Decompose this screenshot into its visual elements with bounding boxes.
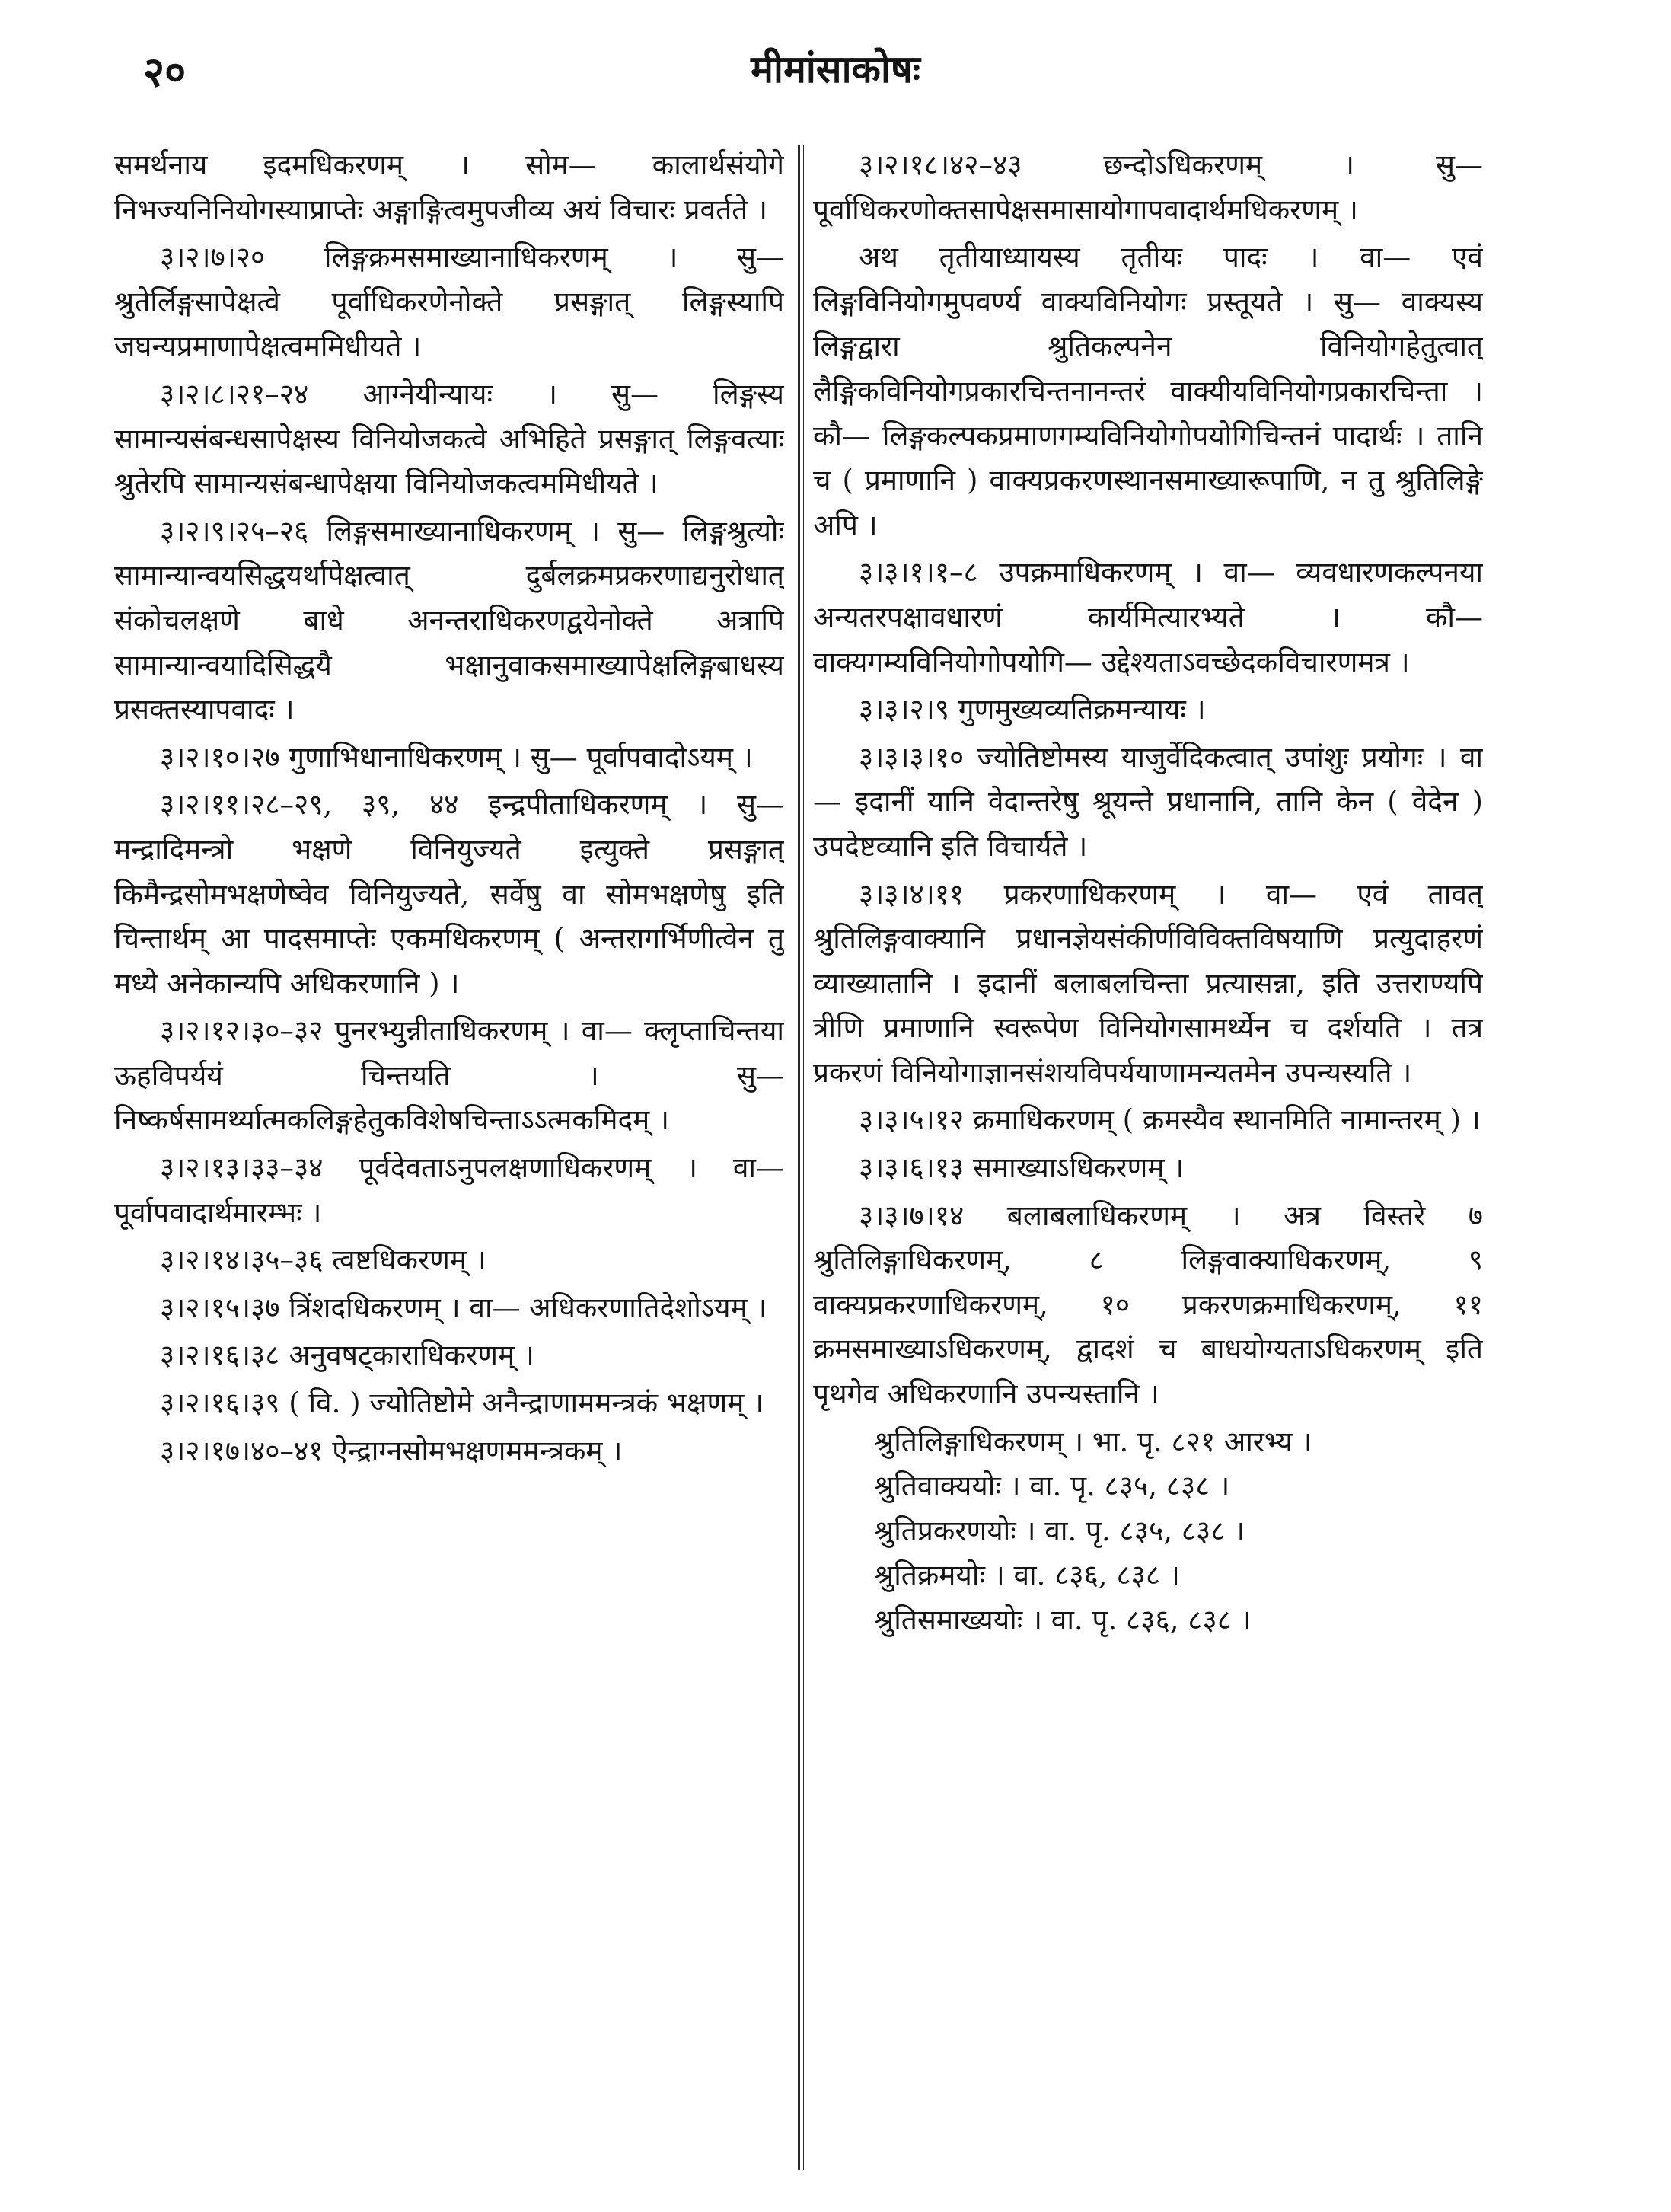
entry: ३।३।७।१४ बलाबलाधिकरणम् । अत्र विस्तरे ७ श्रुतिलिङ्गाधिकरणम्, ८ लिङ्गवाक्याधिकरणम्, ९ वाक्यप्रकरणाधिकरणम्, १० प्रकरणक्रमाधिकरणम्, ११ क्रमसमाख्याऽधिकरणम्, द्वादशं च बाधयोग्यताऽधिकरणम् इति पृथगेव अधिकरणानि उपन्यस्तानि । xyxy=(813,1199,1483,1411)
entry: ३।२।१५।३७ त्रिंशदधिकरणम् । वा— अधिकरणातिदेशोऽयम् । xyxy=(160,1291,767,1324)
entry: ३।३।५।१२ क्रमाधिकरणम् ( क्रमस्यैव स्थानमिति नामान्तरम् ) । xyxy=(859,1103,1481,1137)
page-header xyxy=(0,42,1671,103)
entry: ३।३।२।९ गुणमुख्यव्यतिक्रमन्यायः । xyxy=(859,693,1206,726)
entry: ३।३।४।११ प्रकरणाधिकरणम् । वा— एवं तावत् श्रुतिलिङ्गवाक्यानि प्रधानज्ञेयसंकीर्णविविक्तविषयाणि प्रत्युदाहरणं व्याख्यातानि । इदानीं बलाबलचिन्ता प्रत्यासन्ना, इति उत्तराण्यपि त्रीणि प्रमाणानि स्वरूपेण विनियोगसामर्थ्येन च दर्शयति । तत्र प्रकरणं विनियोगाज्ञानसंशयविपर्ययाणामन्यतमेन उपन्यस्यति । xyxy=(813,877,1483,1089)
entry: ३।२।७।२० लिङ्गक्रमसमाख्यानाधिकरणम् । सु— श्रुतेर्लिङ्गसापेक्षत्वे पूर्वाधिकरणेनोक्ते प्रसङ्गात् लिङ्गस्यापि जघन्यप्रमाणापेक्षत्वममिधीयते । xyxy=(114,241,784,363)
reference-line: श्रुतिप्रकरणयोः । वा. पृ. ८३५, ८३८ । xyxy=(874,1514,1245,1547)
page-title: मीमांसाकोषः xyxy=(751,46,920,91)
entry: ३।२।८।२१–२४ आग्नेयीन्यायः । सु— लिङ्गस्य सामान्यसंबन्धसापेक्षस्य विनियोजकत्वे अभिहिते प्रसङ्गात् लिङ्गवत्याः श्रुतेरपि सामान्यसंबन्धापेक्षया विनियोजकत्वममिधीयते । xyxy=(114,377,784,500)
page-number: २० xyxy=(143,47,187,96)
section-heading-paragraph: अथ तृतीयाध्यायस्य तृतीयः पादः । वा— एवं लिङ्गविनियोगमुपवर्ण्य वाक्यविनियोगः प्रस्तूयते । सु— वाक्यस्य लिङ्गद्वारा श्रुतिकल्पनेन विनियोगहेतुत्वात् लैङ्गिकविनियोगप्रकारचिन्तनानन्तरं वाक्यीयविनियोगप्रकारचिन्ता । कौ— लिङ्गकल्पकप्रमाणगम्यविनियोगोपयोगिचिन्तनं पादार्थः । तानि च ( प्रमाणानि ) वाक्यप्रकरणस्थानसमाख्यारूपाणि, न तु श्रुतिलिङ्गे अपि । xyxy=(813,241,1483,541)
entry: ३।२।१६।३८ अनुवषट्काराधिकरणम् । xyxy=(160,1339,534,1372)
entry: ३।२।१२।३०–३२ पुनरभ्युन्नीताधिकरणम् । वा— क्लृप्ताचिन्तया ऊहविपर्ययं चिन्तयति । सु— निष्कर्षसामर्थ्यात्मकलिङ्गहेतुकविशेषचिन्ताऽऽत्मकमिदम् । xyxy=(114,1014,784,1137)
entry: ३।२।१७।४०–४१ ऐन्द्राग्नसोमभक्षणममन्त्रकम् । xyxy=(160,1434,623,1467)
reference-line: श्रुतिक्रमयोः । वा. ८३६, ८३८ । xyxy=(874,1559,1180,1592)
entry: ३।२।१८।४२–४३ छन्दोऽधिकरणम् । सु— पूर्वाधिकरणोक्तसापेक्षसमासायोगापवादार्थमधिकरणम् । xyxy=(813,148,1483,226)
entry: ३।२।९।२५–२६ लिङ्गसमाख्यानाधिकरणम् । सु— लिङ्गश्रुत्योः सामान्यान्वयसिद्धयर्थापेक्षत्वात् दुर्बलक्रमप्रकरणाद्यनुरोधात् संकोचलक्षणे बाधे अनन्तराधिकरणद्वयेनोक्ते अत्रापि सामान्यान्वयादिसिद्धयै भक्षानुवाकसमाख्यापेक्षलिङ्गबाधस्य प्रसक्तस्यापवादः । xyxy=(114,514,784,726)
paragraph: समर्थनाय इदमधिकरणम् । सोम— कालार्थसंयोगे निभज्यनिनियोगस्याप्राप्तेः अङ्गाङ्गित्वमुपजीव्य अयं विचारः प्रवर्तते । xyxy=(114,148,784,226)
entry: ३।३।६।१३ समाख्याऽधिकरणम् । xyxy=(859,1151,1185,1185)
column-divider-thin xyxy=(803,145,804,2170)
entry: ३।२।११।२८–२९, ३९, ४४ इन्द्रपीताधिकरणम् । सु— मन्द्रादिमन्त्रो भक्षणे विनियुज्यते इत्युक्ते प्रसङ्गात् किमैन्द्रसोमभक्षणेष्वेव विनियुज्यते, सर्वेषु वा सोमभक्षणेषु इति चिन्तार्थम् आ पादसमाप्तेः एकमधिकरणम् ( अन्तरागर्भिणीत्वेन तु मध्ये अनेकान्यपि अधिकरणानि ) । xyxy=(114,788,784,1000)
reference-line: श्रुतिलिङ्गाधिकरणम् । भा. पृ. ८२१ आरभ्य । xyxy=(874,1425,1312,1458)
left-column xyxy=(114,143,784,2191)
entry: ३।२।१६।३९ ( वि. ) ज्योतिष्टोमे अनैन्द्राणाममन्त्रकं भक्षणम् । xyxy=(160,1387,764,1420)
entry: ३।२।१४।३५–३६ त्वष्टधिकरणम् । xyxy=(160,1243,486,1277)
right-column xyxy=(813,143,1483,2191)
entry: ३।२।१३।३३–३४ पूर्वदेवताऽनुपलक्षणाधिकरणम् । वा— पूर्वापवादार्थमारम्भः । xyxy=(114,1151,784,1229)
entry: ३।३।३।१० ज्योतिष्टोमस्य याजुर्वेदिकत्वात् उपांशुः प्रयोगः । वा— इदानीं यानि वेदान्तरेषु श्रूयन्ते प्रधानानि, तानि केन ( वेदेन ) उपदेष्टव्यानि इति विचार्यते । xyxy=(813,740,1483,863)
entry: ३।२।१०।२७ गुणाभिधानाधिकरणम् । सु— पूर्वापवादोऽयम् । xyxy=(160,740,753,774)
column-divider xyxy=(798,145,800,2170)
reference-line: श्रुतिसमाख्ययोः । वा. पृ. ८३६, ८३८ । xyxy=(874,1604,1252,1636)
reference-line: श्रुतिवाक्ययोः । वा. पृ. ८३५, ८३८ । xyxy=(874,1470,1230,1503)
entry: ३।३।१।१–८ उपक्रमाधिकरणम् । वा— व्यवधारणकल्पनया अन्यतरपक्षावधारणं कार्यमित्यारभ्यते । कौ— वाक्यगम्यविनियोगोपयोगि— उद्देश्यताऽवच्छेदकविचारणमत्र । xyxy=(813,556,1483,678)
